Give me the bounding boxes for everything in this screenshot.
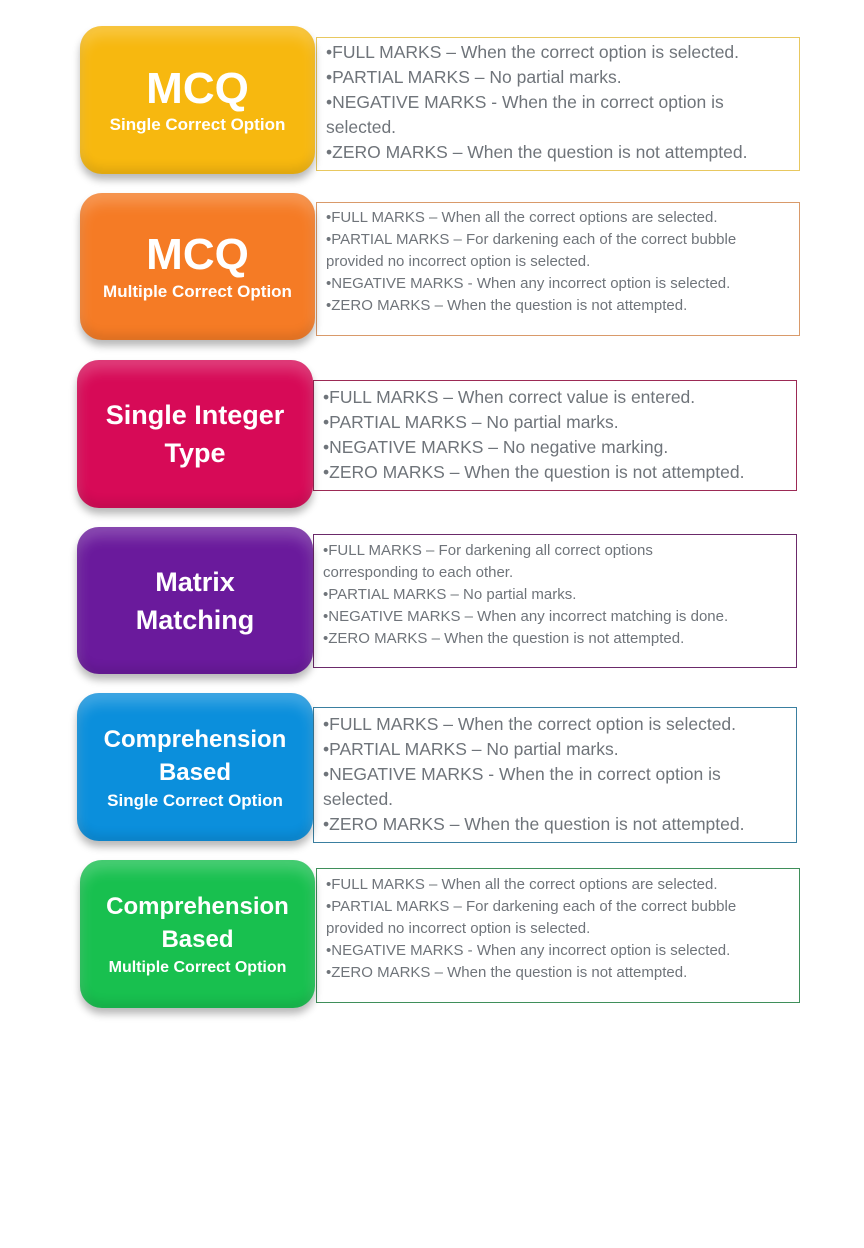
full-marks-line: •FULL MARKS – When the correct option is selected. bbox=[326, 42, 740, 62]
negative-marks-line: •NEGATIVE MARKS - When the in correct option is bbox=[323, 764, 721, 784]
full-marks-line: •FULL MARKS – When all the correct options are selected. bbox=[326, 209, 718, 226]
partial-marks-line: •PARTIAL MARKS – No partial marks. bbox=[323, 739, 619, 759]
full-marks-line: •FULL MARKS – When all the correct options are selected. bbox=[326, 876, 718, 893]
category-title-line2: Based bbox=[158, 758, 232, 786]
category-subtitle: Single Correct Option bbox=[109, 115, 286, 134]
partial-marks-line: •PARTIAL MARKS – No partial marks. bbox=[323, 412, 619, 432]
partial-marks-line-cont: provided no incorrect option is selected. bbox=[326, 253, 591, 270]
negative-marks-line-cont: selected. bbox=[326, 117, 397, 137]
partial-marks-line: •PARTIAL MARKS – For darkening each of the correct bubble bbox=[326, 898, 737, 915]
negative-marks-line: •NEGATIVE MARKS - When any incorrect option is selected. bbox=[326, 942, 731, 959]
full-marks-line: •FULL MARKS – When the correct option is selected. bbox=[323, 714, 737, 734]
negative-marks-line: •NEGATIVE MARKS - When any incorrect option is selected. bbox=[326, 275, 731, 292]
category-subtitle: Multiple Correct Option bbox=[103, 281, 292, 301]
marking-scheme-box bbox=[316, 37, 800, 171]
partial-marks-line: •PARTIAL MARKS – No partial marks. bbox=[323, 586, 577, 603]
zero-marks-line: •ZERO MARKS – When the question is not attempted. bbox=[323, 462, 745, 482]
partial-marks-line: •PARTIAL MARKS – No partial marks. bbox=[326, 67, 622, 87]
marking-scheme-box bbox=[316, 868, 800, 1003]
category-pill-matrix-matching bbox=[77, 527, 313, 674]
category-title: Comprehension bbox=[106, 893, 289, 921]
negative-marks-line-cont: selected. bbox=[323, 789, 394, 809]
category-title: Matrix bbox=[155, 566, 235, 597]
full-marks-line: •FULL MARKS – When correct value is entered. bbox=[323, 387, 696, 407]
full-marks-line-cont: corresponding to each other. bbox=[323, 564, 514, 581]
zero-marks-line: •ZERO MARKS – When the question is not attempted. bbox=[323, 814, 745, 834]
marking-scheme-box bbox=[316, 202, 800, 336]
category-pill-single-integer bbox=[77, 360, 313, 508]
category-subtitle: Single Correct Option bbox=[107, 790, 283, 810]
category-pill-mcq-single bbox=[80, 26, 315, 174]
category-title: MCQ bbox=[146, 230, 249, 280]
negative-marks-line: •NEGATIVE MARKS - When the in correct option is bbox=[326, 92, 724, 112]
partial-marks-line-cont: provided no incorrect option is selected. bbox=[326, 920, 591, 937]
category-title-line2: Based bbox=[161, 926, 234, 954]
negative-marks-line: •NEGATIVE MARKS – No negative marking. bbox=[323, 437, 669, 457]
zero-marks-line: •ZERO MARKS – When the question is not attempted. bbox=[323, 630, 685, 647]
category-title-line2: Matching bbox=[135, 604, 255, 635]
category-pill-mcq-multiple bbox=[80, 193, 315, 340]
marking-scheme-box bbox=[313, 380, 797, 491]
category-subtitle: Multiple Correct Option bbox=[108, 959, 287, 977]
full-marks-line: •FULL MARKS – For darkening all correct options bbox=[323, 542, 653, 559]
zero-marks-line: •ZERO MARKS – When the question is not attempted. bbox=[326, 142, 748, 162]
category-title: Comprehension bbox=[103, 725, 287, 753]
marking-scheme-box bbox=[313, 707, 797, 843]
zero-marks-line: •ZERO MARKS – When the question is not attempted. bbox=[326, 964, 688, 981]
zero-marks-line: •ZERO MARKS – When the question is not attempted. bbox=[326, 297, 688, 314]
marking-scheme-box bbox=[313, 534, 797, 668]
category-pill-comprehension-single bbox=[77, 693, 313, 841]
partial-marks-line: •PARTIAL MARKS – For darkening each of the correct bubble bbox=[326, 231, 737, 248]
negative-marks-line: •NEGATIVE MARKS – When any incorrect matching is done. bbox=[323, 608, 729, 625]
category-pill-comprehension-multiple bbox=[80, 860, 315, 1008]
category-title: Single Integer bbox=[105, 400, 285, 430]
category-title: MCQ bbox=[146, 63, 249, 113]
category-title-line2: Type bbox=[164, 438, 226, 468]
